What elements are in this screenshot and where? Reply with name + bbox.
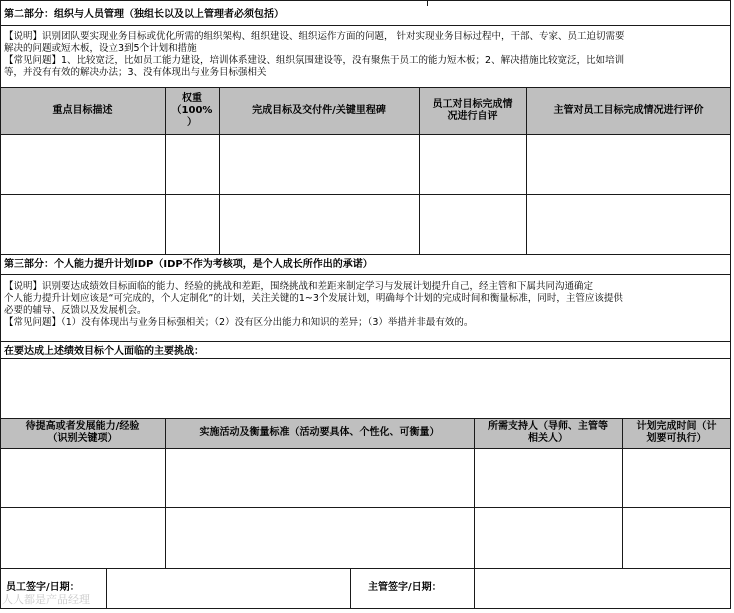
header-plan-time-line: 划要可执行） [646, 433, 707, 444]
grid-line [165, 418, 166, 568]
section3-note-line: 个人能力提升计划应该是“可完成的，个人定制化”的计划，关注关键的1~3个发展计划，明确每个计划的完成时间和衡量标准，同时，主管应该提供 [4, 293, 623, 304]
header-plan-time [622, 418, 731, 448]
grid-line [0, 134, 731, 135]
section2-note-line: 等，并没有有效的解决办法；3、没有体现出与业务目标强相关 [4, 67, 267, 78]
supporter-cell[interactable] [474, 448, 622, 507]
grid-line [474, 418, 475, 609]
employee-signature-label: 员工签字/日期： [6, 582, 80, 593]
header-manager-evaluation: 主管对员工目标完成情况进行评价 [553, 104, 704, 116]
grid-line [0, 358, 731, 359]
header-plan-time-line: 计划完成时间（计 [636, 421, 717, 432]
capability-cell[interactable] [0, 507, 165, 568]
weight-cell[interactable] [165, 134, 219, 194]
header-self-evaluation [419, 87, 526, 134]
section3-title: 第三部分：个人能力提升计划IDP（IDP不作为考核项，是个人成长所作出的承诺） [4, 259, 373, 270]
header-supporter-line: 相关人） [528, 433, 568, 444]
grid-line [0, 25, 731, 26]
grid-line [0, 194, 731, 195]
grid-line [419, 87, 420, 254]
header-self-eval-line: 况进行自评 [447, 110, 498, 122]
deliverables-cell[interactable] [219, 134, 419, 194]
grid-line [0, 274, 731, 275]
header-deliverables: 完成目标及交付件/关键里程碑 [252, 104, 386, 116]
grid-line [526, 87, 527, 254]
grid-line [622, 418, 623, 568]
header-capability-line: （识别关键项） [47, 433, 118, 444]
challenge-title: 在要达成上述绩效目标个人面临的主要挑战： [4, 346, 204, 357]
section3-note-line: 【说明】识别要达成绩效目标面临的能力、经验的挑战和差距，围绕挑战和差距来制定学习与发展计划提升自己，经主管和下属共同沟通确定 [4, 281, 594, 292]
grid-line [0, 0, 1, 609]
header-weight-line: ） [187, 116, 197, 128]
header-capability-line: 待提高或者发展能力/经验 [25, 421, 140, 432]
header-weight [165, 87, 219, 134]
watermark: 人人都是产品经理 [2, 593, 90, 606]
header-supporter [474, 418, 622, 448]
grid-line [165, 87, 166, 254]
manager-signature-field[interactable] [474, 568, 731, 608]
section3-note-line: 【常见问题】（1）没有体现出与业务目标强相关；（2）没有区分出能力和知识的差异；（3）举措并非最有效的。 [4, 317, 474, 328]
plan-time-cell[interactable] [622, 507, 731, 568]
manager-signature-label: 主管签字/日期： [368, 582, 442, 593]
section2-note-line: 【说明】识别团队要实现业务目标或优化所需的组织架构、组织建设、组织运作方面的问题， 针对实现业务目标过程中，干部、专家、员工迫切需要 [4, 31, 625, 42]
grid-line [0, 568, 731, 569]
manager-evaluation-cell[interactable] [526, 134, 731, 194]
section3-note [0, 279, 731, 339]
goal-description-cell[interactable] [0, 194, 165, 254]
challenge-input-area[interactable] [0, 358, 731, 418]
header-activities: 实施活动及衡量标准（活动要具体、个性化、可衡量） [199, 427, 440, 438]
grid-line [0, 87, 731, 88]
grid-line [0, 341, 731, 342]
grid-line [730, 0, 731, 609]
grid-line [219, 87, 220, 254]
grid-line [350, 568, 351, 609]
activities-cell[interactable] [165, 507, 474, 568]
supporter-cell[interactable] [474, 507, 622, 568]
header-weight-line: 权重 [182, 92, 202, 104]
header-supporter-line: 所需支持人（导师、主管等 [488, 421, 608, 432]
grid-line [427, 0, 428, 6]
section2-note-line: 【常见问题】1、比较宽泛，比如员工能力建设，培训体系建设、组织氛围建设等，没有聚焦于员工的能力短木板；2、解决措施比较宽泛，比如培训 [4, 55, 625, 66]
goal-description-cell[interactable] [0, 134, 165, 194]
self-evaluation-cell[interactable] [419, 134, 526, 194]
plan-time-cell[interactable] [622, 448, 731, 507]
employee-signature-field[interactable] [106, 568, 350, 608]
header-weight-line: （100% [171, 104, 213, 116]
section2-title: 第二部分：组织与人员管理（独组长以及以上管理者必须包括） [4, 9, 284, 20]
weight-cell[interactable] [165, 194, 219, 254]
grid-line [0, 254, 731, 255]
grid-line [0, 0, 731, 1]
capability-cell[interactable] [0, 448, 165, 507]
activities-cell[interactable] [165, 448, 474, 507]
manager-evaluation-cell[interactable] [526, 194, 731, 254]
deliverables-cell[interactable] [219, 194, 419, 254]
header-capability [0, 418, 165, 448]
section2-note [0, 29, 731, 87]
header-goal-description: 重点目标描述 [52, 104, 113, 116]
section3-note-line: 必要的辅导、反馈以及发展机会。 [4, 305, 147, 316]
section2-note-line: 解决的问题或短木板，设立3到5个计划和措施 [4, 43, 197, 54]
header-self-eval-line: 员工对目标完成情 [432, 98, 513, 110]
grid-line [106, 568, 107, 609]
self-evaluation-cell[interactable] [419, 194, 526, 254]
grid-line [0, 608, 731, 609]
